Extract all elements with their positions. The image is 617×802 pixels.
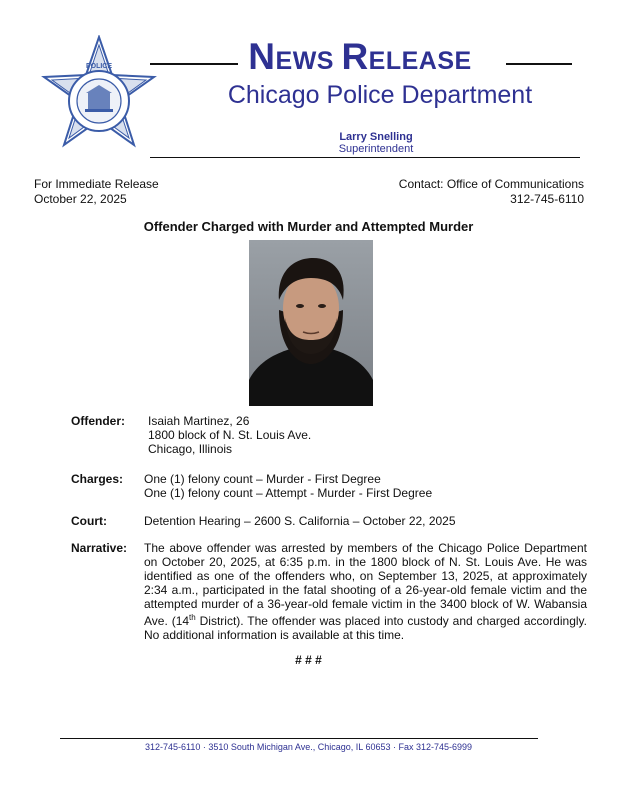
- release-info: [34, 177, 159, 207]
- title-initial-n: N: [248, 36, 276, 77]
- contact-label: Contact: Office of Communications: [398, 177, 584, 191]
- offender-name: Isaiah Martinez, 26: [148, 414, 250, 428]
- headline: Offender Charged with Murder and Attempted Murder: [143, 219, 474, 234]
- narrative-text: [144, 541, 587, 642]
- narrative-part-1: The above offender was arrested by members of the Chicago Police Department on October 20, 2025, at 6:35 p.m. in the 1800 block of N. St. Louis Ave. He was identified as one of the offenders who, on September 13, 2025, at approximately 2:34 a.m., participated in the fatal shooting of a 26-year-old female victim and the attempted murder of a 36-year-old female victim in the 3400 block of W. Wabansia Ave. (14: [144, 541, 587, 628]
- title-rest-elease: ELEASE: [368, 47, 472, 75]
- offender-label: Offender:: [71, 414, 125, 428]
- charges-details: [144, 472, 432, 500]
- narrative-label: Narrative:: [71, 541, 128, 555]
- mugshot-photo: [249, 240, 373, 406]
- contact-info: [399, 177, 584, 207]
- narrative-superscript: th: [189, 613, 196, 622]
- news-release-title: [150, 36, 570, 78]
- department-name: Chicago Police Department: [227, 81, 533, 109]
- contact-phone: 312-745-6110: [510, 192, 584, 206]
- badge-top-text: POLICE: [85, 63, 113, 70]
- police-star-badge-icon: [38, 35, 160, 157]
- title-rest-ews: EWS: [275, 47, 342, 75]
- superintendent-name: Larry Snelling: [339, 131, 413, 143]
- end-mark: # # #: [295, 653, 322, 667]
- court-details: Detention Hearing – 2600 S. California – October 22, 2025: [144, 514, 456, 528]
- footer-contact: 312-745-6110 · 3510 South Michigan Ave., Chicago, IL 60653 · Fax 312-745-6999: [144, 742, 473, 752]
- offender-address: 1800 block of N. St. Louis Ave.: [148, 428, 312, 442]
- release-label: For Immediate Release: [34, 177, 159, 191]
- superintendent-title: Superintendent: [338, 143, 414, 155]
- charge-1: One (1) felony count – Murder - First Degree: [144, 472, 381, 486]
- charge-2: One (1) felony count – Attempt - Murder - First Degree: [144, 486, 433, 500]
- release-date: October 22, 2025: [34, 192, 127, 206]
- offender-details: [148, 414, 311, 456]
- narrative-part-2: District). The offender was placed into custody and charged accordingly. No additional information is available at this time.: [144, 614, 587, 642]
- footer-rule: [60, 738, 538, 739]
- court-label: Court:: [71, 514, 107, 528]
- charges-label: Charges:: [71, 472, 124, 486]
- title-initial-r: R: [341, 36, 369, 77]
- header-rule-bottom: [150, 157, 580, 158]
- offender-city: Chicago, Illinois: [148, 442, 233, 456]
